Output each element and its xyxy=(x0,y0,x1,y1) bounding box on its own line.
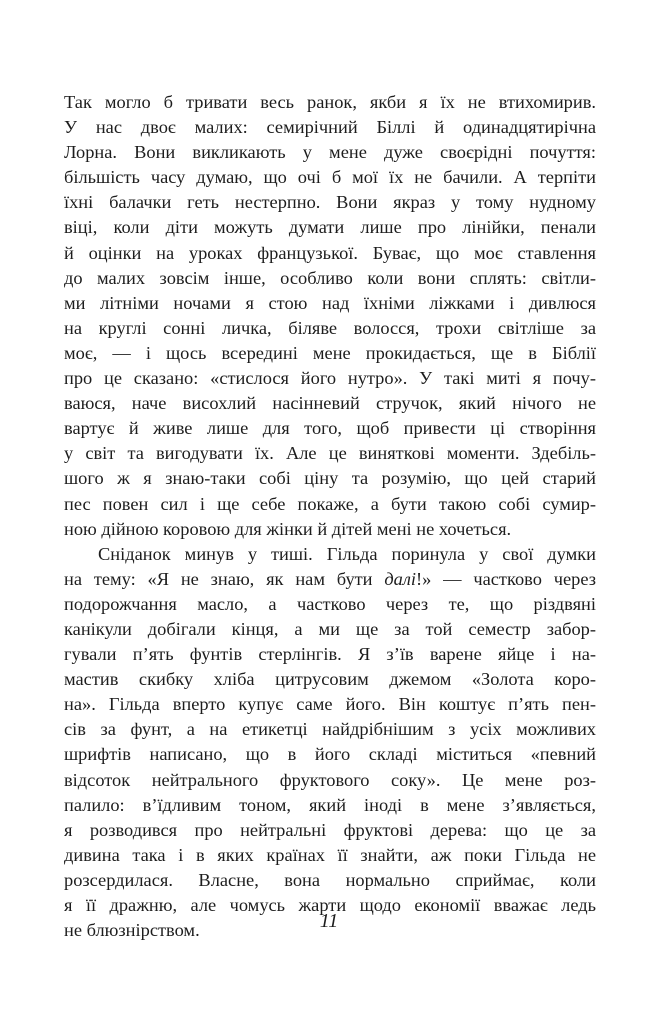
text-line: ною дійною коровою для жінки й дітей мені не хочеться. xyxy=(64,518,512,539)
text-line: мастив скибку хліба цитрусовим джемом «Золота коро- xyxy=(64,669,596,690)
paragraph-2 xyxy=(64,542,596,944)
text-line: не блюзнірством. xyxy=(64,920,200,941)
paragraph-1 xyxy=(64,90,596,542)
text-line: їхні балачки геть нестерпно. Вони якраз у тому нудному xyxy=(64,192,596,213)
text-line: палило: в’їдливим тоном, який іноді в мене з’являється, xyxy=(64,794,596,815)
text-segment: !» — частково через xyxy=(415,568,596,589)
emphasis-text: далі xyxy=(384,568,416,589)
text-line: я її дражню, але чомусь жарти щодо економії вважає ледь xyxy=(64,895,596,915)
text-line: до малих зовсім інше, особливо коли вони сплять: світли- xyxy=(64,267,596,288)
text-line: подорожчання масло, а частково через те, що різдвяні xyxy=(64,593,596,614)
text-line: канікули добігали кінця, а ми ще за той семестр забор- xyxy=(64,618,596,639)
text-line: шого ж я знаю-таки собі ціну та розумію, що цей старий xyxy=(64,468,596,489)
text-line: Сніданок минув у тиші. Гільда поринула у свої думки xyxy=(98,543,596,564)
text-line: вартує й живе лише для того, щоб привести ці створіння xyxy=(64,418,596,439)
page-number: 11 xyxy=(319,910,339,932)
text-line: ваюся, наче висохлий насінневий стручок, який нічого не xyxy=(64,393,596,414)
text-line: й оцінки на уроках французької. Буває, що моє ставлення xyxy=(64,242,596,263)
text-line: більшість часу думаю, що очі б мої їх не бачили. А терпіти xyxy=(64,167,596,188)
text-line: дивина така і в яких країнах її знайти, аж поки Гільда не xyxy=(64,844,596,865)
text-line: розсердилася. Власне, вона нормально сприймає, коли xyxy=(64,869,596,890)
text-line: у світ та вигодувати їх. Але це виняткові моменти. Здебіль- xyxy=(64,443,596,464)
text-line: Лорна. Вони викликають у мене дуже своєрідні почуття: xyxy=(64,142,596,163)
text-line: ми літніми ночами я стою над їхніми ліжками і дивлюся xyxy=(64,292,596,313)
text-line: моє, — і щось всередині мене прокидається, ще в Біблії xyxy=(64,342,596,363)
text-line: пес повен сил і ще себе покаже, а бути такою собі сумир- xyxy=(64,493,596,514)
text-line: на». Гільда вперто купує саме його. Він коштує п’ять пен- xyxy=(64,694,596,715)
page-body xyxy=(64,90,596,943)
text-line: Так могло б тривати весь ранок, якби я їх не втихомирив. xyxy=(64,92,596,112)
text-line: про це сказано: «стислося його нутро». У такі миті я почу- xyxy=(64,368,596,389)
text-line: шрифтів написано, що в його складі міститься «певний xyxy=(64,744,596,765)
text-line: на круглі сонні личка, біляве волосся, трохи світліше за xyxy=(64,317,596,338)
text-line: відсоток нейтрального фруктового соку». Це мене роз- xyxy=(64,769,596,790)
text-line-with-emphasis xyxy=(64,567,596,592)
text-line: сів за фунт, а на етикетці найдрібнішим з усіх можливих xyxy=(64,719,596,740)
text-line: У нас двоє малих: семирічний Біллі й одинадцятирічна xyxy=(64,117,596,138)
text-line: віці, коли діти можуть думати лише про лінійки, пенали xyxy=(64,217,596,238)
text-segment: на тему: «Я не знаю, як нам бути xyxy=(64,568,385,589)
text-line: я розводився про нейтральні фруктові дерева: що це за xyxy=(64,819,596,840)
text-line: гували п’ять фунтів стерлінгів. Я з’їв варене яйце і на- xyxy=(64,644,596,665)
